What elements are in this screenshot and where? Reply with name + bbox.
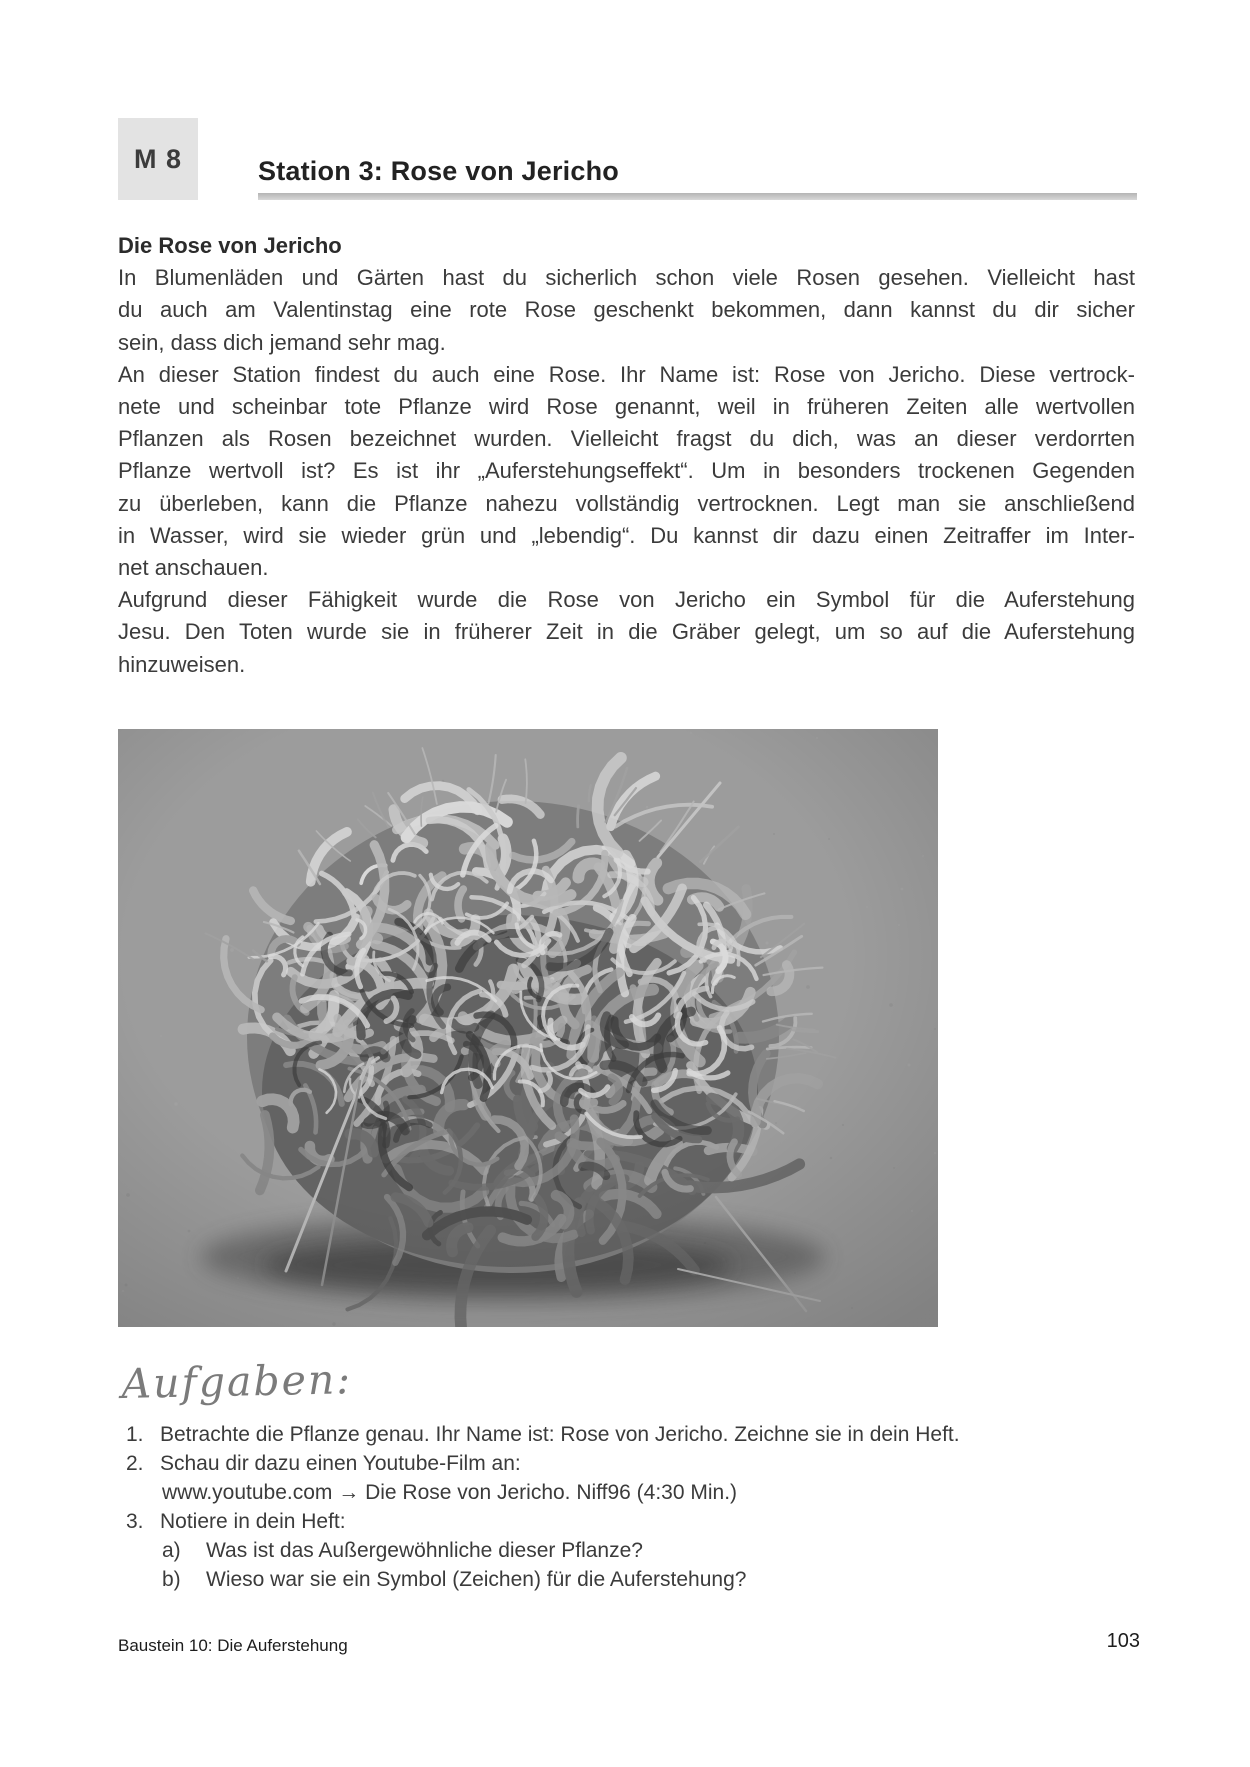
material-badge-label: M 8: [133, 143, 182, 174]
body-line: Pflanze wertvoll ist? Es ist ihr „Auferstehungseffekt“. Um in besonders trockenen Gegenden: [118, 458, 1135, 484]
task-number: 1.: [126, 1423, 144, 1446]
task-text: Notiere in dein Heft:: [160, 1510, 346, 1533]
task-item: [162, 1478, 1138, 1507]
body-text: [118, 230, 1135, 681]
rose-of-jericho-photo: [118, 729, 938, 1327]
body-line: net anschauen.: [118, 555, 269, 581]
material-badge: [118, 118, 198, 200]
body-line: Aufgrund dieser Fähigkeit wurde die Rose von Jericho ein Symbol für die Auferstehung: [118, 587, 1135, 613]
task-item: [126, 1449, 1138, 1478]
task-item: [126, 1507, 1138, 1536]
task-number: 2.: [126, 1452, 144, 1475]
body-line: Pflanzen als Rosen bezeichnet wurden. Vielleicht fragst du dich, was an dieser verdorrten: [118, 426, 1135, 452]
task-text: www.youtube.com → Die Rose von Jericho. Niff96 (4:30 Min.): [162, 1481, 738, 1504]
body-line: sein, dass dich jemand sehr mag.: [118, 329, 446, 355]
title-underline-bar: [258, 193, 1137, 200]
task-text: Schau dir dazu einen Youtube-Film an:: [160, 1452, 521, 1475]
body-line: An dieser Station findest du auch eine Rose. Ihr Name ist: Rose von Jericho. Diese vertrock-: [118, 361, 1135, 387]
body-line: hinzuweisen.: [118, 651, 246, 677]
task-number: 3.: [126, 1510, 144, 1533]
task-item: [162, 1536, 1138, 1565]
body-line: du auch am Valentinstag eine rote Rose geschenkt bekommen, dann kannst du dir sicher: [118, 297, 1135, 323]
task-number: a): [162, 1539, 181, 1562]
footer-page-number: 103: [1106, 1630, 1140, 1652]
body-line: In Blumenläden und Gärten hast du sicherlich schon viele Rosen gesehen. Vielleicht hast: [118, 265, 1135, 291]
rose-of-jericho-illustration: [118, 729, 938, 1327]
task-text: Betrachte die Pflanze genau. Ihr Name ist: Rose von Jericho. Zeichne sie in dein Heft.: [160, 1423, 960, 1446]
page-title: Station 3: Rose von Jericho: [258, 156, 619, 186]
task-text: Wieso war sie ein Symbol (Zeichen) für die Auferstehung?: [206, 1568, 747, 1591]
task-number: b): [162, 1568, 181, 1591]
body-line: in Wasser, wird sie wieder grün und „lebendig“. Du kannst dir dazu einen Zeitraffer im Inter-: [118, 522, 1135, 548]
body-line: zu überleben, kann die Pflanze nahezu vollständig vertrocknen. Legt man sie anschließend: [118, 490, 1135, 516]
body-line: Die Rose von Jericho: [118, 233, 342, 258]
tasks-heading: Aufgaben:: [120, 1355, 353, 1408]
photo-vignette: [118, 729, 938, 1327]
task-item: [126, 1420, 1138, 1449]
task-text: Was ist das Außergewöhnliche dieser Pflanze?: [206, 1539, 643, 1562]
task-list: [126, 1420, 1138, 1594]
body-line: nete und scheinbar tote Pflanze wird Rose genannt, weil in früheren Zeiten alle wertvollen: [118, 394, 1135, 420]
task-item: [162, 1565, 1138, 1594]
footer-chapter-label: Baustein 10: Die Auferstehung: [118, 1636, 348, 1655]
body-line: Jesu. Den Toten wurde sie in früherer Zeit in die Gräber gelegt, um so auf die Auferstehung: [118, 619, 1135, 645]
